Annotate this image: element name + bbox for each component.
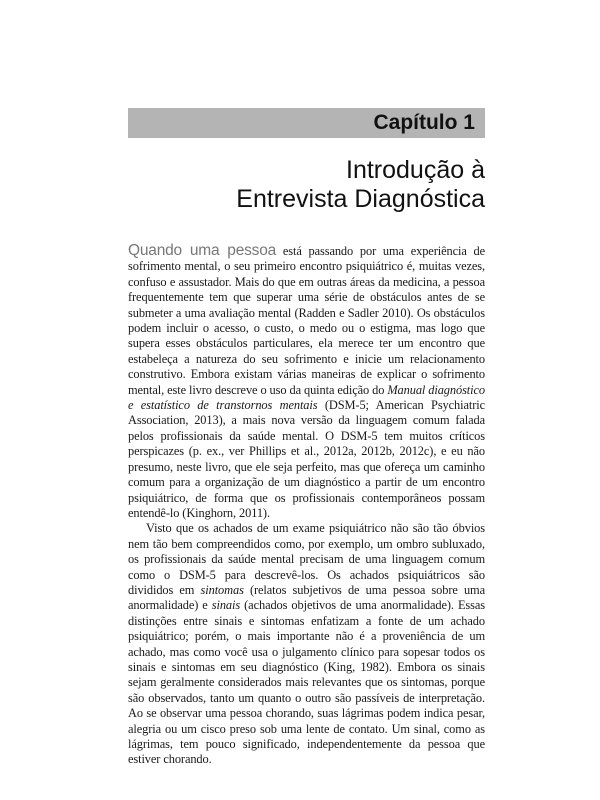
chapter-title-line-1: Introdução à	[346, 156, 485, 184]
paragraph-1	[128, 243, 485, 521]
lead-in-phrase: Quando uma pessoa	[128, 242, 277, 259]
paragraph-2-text-a: Visto que os achados de um exame psiquiátrico não são tão óbvios nem tão bem compreendidos como, por exemplo, um ombro subluxado, os profissionais da saúde mental precisam de uma linguagem comum como o DSM-5 para descrevê-los. Os achados psiquiátricos são divididos em	[128, 521, 485, 597]
chapter-header-bar	[128, 108, 485, 138]
paragraph-1-text-b: (DSM-5; American Psychiatric Association, 2013), a mais nova versão da linguagem comum falada pelos profissionais da saúde mental. O DSM-5 tem muitos críticos perspicazes (p. ex., ver Phillips et al., 2012a, 2012b, 2012c), e eu não presumo, neste livro, que ele seja perfeito, mas que ofereça um caminho comum para a organização de um diagnóstico a partir de um encontro psiquiátrico, de forma que os profissionais contemporâneos possam entendê-lo (Kinghorn, 2011).	[128, 398, 485, 520]
body-text	[128, 243, 485, 768]
term-sinais: sinais	[211, 598, 241, 613]
term-sintomas: sintomas	[200, 582, 244, 597]
chapter-label: Capítulo 1	[373, 111, 475, 134]
book-title-italic: Manual diagnóstico e estatístico de transtornos mentais	[128, 382, 485, 413]
paragraph-2-text-b: (relatos subjetivos de uma pessoa sobre uma anormalidade) e	[128, 582, 485, 613]
paragraph-1-text-a: está passando por uma experiência de sofrimento mental, o seu primeiro encontro psiquiátrico é, muitas vezes, confuso e assustador. Mais do que em outras áreas da medicina, a pessoa frequentemente tem que superar uma série de obstáculos antes de se submeter a uma avaliação mental (Radden e Sadler 2010). Os obstáculos podem incluir o acesso, o custo, o medo ou o estigma, mas logo que supera esses obstáculos particulares, ela merece ter um encontro que estabeleça a natureza do seu sofrimento e inicie um relacionamento construtivo. Embora existam várias maneiras de explicar o sofrimento mental, este livro descreve o uso da quinta edição do	[128, 244, 485, 397]
chapter-title-line-2: Entrevista Diagnóstica	[236, 185, 485, 213]
paragraph-2	[128, 521, 485, 768]
paragraph-2-text-c: (achados objetivos de uma anormalidade). Essas distinções entre sinais e sintomas enfatizam a fonte de um achado psiquiátrico; porém, o mais importante não é a proveniência de um achado, mas como você usa o julgamento clínico para sopesar todos os sinais e sintomas em seu diagnóstico (King, 1982). Embora os sinais sejam geralmente considerados mais relevantes que os sintomas, porque são observados, tanto um quanto o outro são passíveis de interpretação. Ao se observar uma pessoa chorando, suas lágrimas podem indica pesar, alegria ou um cisco preso sob uma lente de contato. Um sinal, como as lágrimas, tem pouco significado, independentemente da pessoa que estiver chorando.	[128, 598, 485, 767]
chapter-title	[128, 156, 485, 214]
